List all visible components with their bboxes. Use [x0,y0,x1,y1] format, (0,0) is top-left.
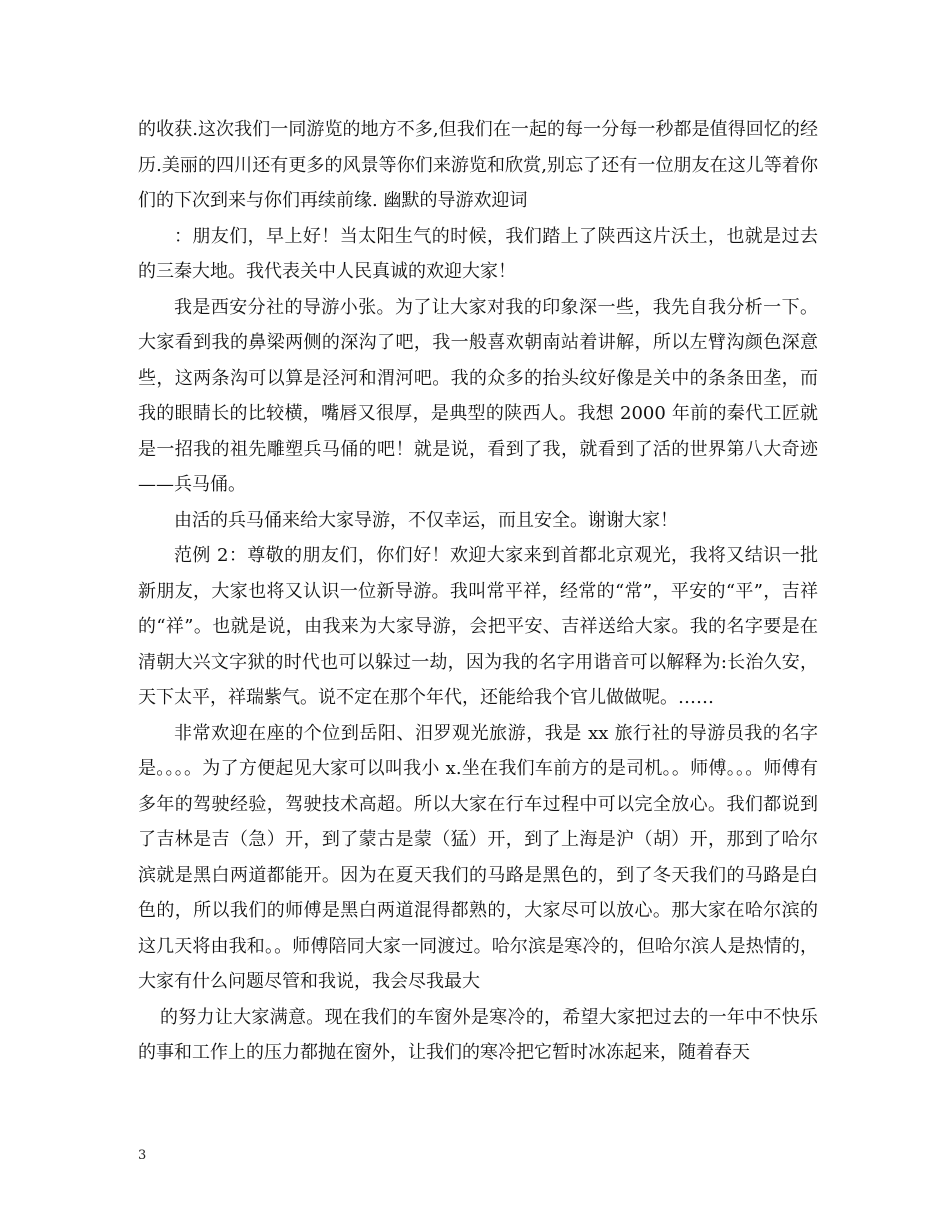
paragraph-5: 范例 2：尊敬的朋友们，你们好！欢迎大家来到首都北京观光，我将又结识一批新朋友，大家也将又认识一位新导游。我叫常平祥，经常的“常”，平安的“平”，吉祥的“祥”。也就是说，由我来为大家导游，会把平安、吉祥送给大家。我的名字要是在清朝大兴文字狱的时代也可以躲过一劫，因为我的名字用谐音可以解释为:长治久安，天下太平，祥瑞紫气。说不定在那个年代，还能给我个官儿做做呢。…… [138,545,818,708]
document-body [138,112,818,1071]
page-number: 3 [138,1148,147,1163]
paragraph-2: ：朋友们，早上好！当太阳生气的时候，我们踏上了陕西这片沃土，也就是过去的三秦大地。我代表关中人民真诚的欢迎大家！ [138,225,818,282]
paragraph-4: 由活的兵马俑来给大家导游，不仅幸运，而且安全。谢谢大家！ [174,509,678,531]
paragraph-3: 我是西安分社的导游小张。为了让大家对我的印象深一些，我先自我分析一下。大家看到我的鼻梁两侧的深沟了吧，我一般喜欢朝南站着讲解，所以左臂沟颜色深意些，这两条沟可以算是泾河和渭河吧。我的众多的抬头纹好像是关中的条条田垄，而我的眼睛长的比较横，嘴唇又很厚，是典型的陕西人。我想 2000 年前的秦代工匠就是一招我的祖先雕塑兵马俑的吧！就是说，看到了我，就看到了活的世界第八大奇迹——兵马俑。 [138,296,818,495]
paragraph-6: 非常欢迎在座的个位到岳阳、汨罗观光旅游，我是 xx 旅行社的导游员我的名字是。。。。为了方便起见大家可以叫我小 x.坐在我们车前方的是司机。。师傅。。。师傅有多年的驾驶经验，驾驶技术高超。所以大家在行车过程中可以完全放心。我们都说到了吉林是吉（急）开，到了蒙古是蒙（猛）开，到了上海是沪（胡）开，那到了哈尔滨就是黑白两道都能开。因为在夏天我们的马路是黑色的，到了冬天我们的马路是白色的，所以我们的师傅是黑白两道混得都熟的，大家尽可以放心。那大家在哈尔滨的这几天将由我和。。师傅陪同大家一同渡过。哈尔滨是寒冷的，但哈尔滨人是热情的，大家有什么问题尽管和我说，我会尽我最大 [138,722,818,992]
paragraph-1: 的收获.这次我们一同游览的地方不多,但我们在一起的每一分每一秒都是值得回忆的经历.美丽的四川还有更多的风景等你们来游览和欣赏,别忘了还有一位朋友在这儿等着你们的下次到来与你们再续前缘. 幽默的导游欢迎词 [138,119,818,211]
paragraph-7: 的努力让大家满意。现在我们的车窗外是寒冷的，希望大家把过去的一年中不快乐的事和工作上的压力都抛在窗外，让我们的寒冷把它暂时冰冻起来，随着春天 [138,1006,818,1063]
